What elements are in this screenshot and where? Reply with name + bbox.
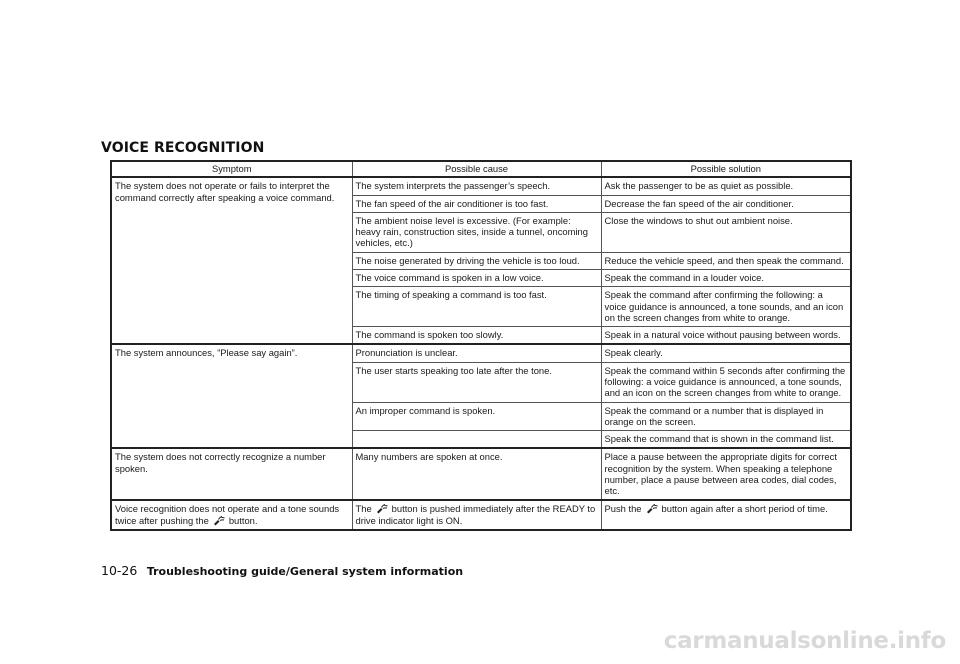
cause-cell: An improper command is spoken.	[352, 402, 601, 431]
solution-cell: Close the windows to shut out ambient noise.	[601, 212, 851, 252]
cause-cell: Pronunciation is unclear.	[352, 344, 601, 362]
solution-cell: Speak in a natural voice without pausing between words.	[601, 327, 851, 345]
table-row	[111, 177, 851, 195]
solution-cell: Reduce the vehicle speed, and then speak the command.	[601, 252, 851, 269]
table-body	[111, 177, 851, 530]
text-before-icon: The	[355, 503, 372, 515]
solution-cell: Speak the command in a louder voice.	[601, 269, 851, 286]
table-row	[111, 448, 851, 500]
cause-cell: The ambient noise level is excessive. (For example: heavy rain, construction sites, inside a tunnel, oncoming vehicles, etc.)	[352, 212, 601, 252]
cause-cell: Many numbers are spoken at once.	[352, 448, 601, 500]
header-symptom: Symptom	[111, 161, 352, 177]
cause-cell: The system interprets the passenger’s speech.	[352, 177, 601, 195]
table-header-row	[111, 161, 851, 177]
solution-cell: Decrease the fan speed of the air conditioner.	[601, 195, 851, 212]
cause-cell: The fan speed of the air conditioner is too fast.	[352, 195, 601, 212]
solution-cell: Place a pause between the appropriate digits for correct recognition by the system. When speaking a telephone number, place a pause between area codes, dial codes, etc.	[601, 448, 851, 500]
text-after-icon: button.	[228, 514, 258, 526]
text-before-icon: Voice recognition does not operate and a tone sounds twice after pushing the	[115, 503, 340, 526]
page-number: 10-26	[101, 563, 138, 578]
section-title: VOICE RECOGNITION	[101, 140, 265, 156]
solution-cell: Speak the command after confirming the following: a voice guidance is announced, a tone sounds, and an icon on the screen changes from white to orange.	[601, 287, 851, 327]
cause-cell: The timing of speaking a command is too fast.	[352, 287, 601, 327]
text-before-icon: Push the	[604, 503, 642, 515]
header-possible-solution: Possible solution	[601, 161, 851, 177]
table-row	[111, 500, 851, 530]
cause-cell	[352, 500, 601, 530]
text-after-icon: button is pushed immediately after the READY to drive indicator light is ON.	[355, 503, 596, 526]
symptom-cell: The system does not correctly recognize a number spoken.	[111, 448, 352, 500]
cause-cell	[352, 431, 601, 449]
watermark: carmanualsonline.info	[663, 628, 946, 654]
header-possible-cause: Possible cause	[352, 161, 601, 177]
cause-cell: The command is spoken too slowly.	[352, 327, 601, 345]
cause-cell: The voice command is spoken in a low voice.	[352, 269, 601, 286]
solution-cell	[601, 500, 851, 530]
solution-cell: Speak the command that is shown in the command list.	[601, 431, 851, 449]
symptom-cell: The system does not operate or fails to interpret the command correctly after speaking a voice command.	[111, 177, 352, 344]
talk-button-icon	[212, 515, 226, 526]
solution-cell: Ask the passenger to be as quiet as possible.	[601, 177, 851, 195]
chapter-title: Troubleshooting guide/General system information	[146, 565, 464, 578]
table-row	[111, 344, 851, 362]
symptom-cell: The system announces, ”Please say again”.	[111, 344, 352, 448]
voice-recognition-table	[110, 160, 852, 531]
page-footer	[101, 563, 463, 578]
text-after-icon: button again after a short period of time.	[661, 503, 828, 515]
solution-cell: Speak the command or a number that is displayed in orange on the screen.	[601, 402, 851, 431]
solution-cell: Speak clearly.	[601, 344, 851, 362]
cause-cell: The noise generated by driving the vehicle is too loud.	[352, 252, 601, 269]
cause-cell: The user starts speaking too late after the tone.	[352, 362, 601, 402]
solution-cell: Speak the command within 5 seconds after confirming the following: a voice guidance is announced, a tone sounds, and an icon on the screen changes from white to orange.	[601, 362, 851, 402]
talk-button-icon	[375, 503, 389, 514]
symptom-cell	[111, 500, 352, 530]
talk-button-icon	[645, 503, 659, 514]
